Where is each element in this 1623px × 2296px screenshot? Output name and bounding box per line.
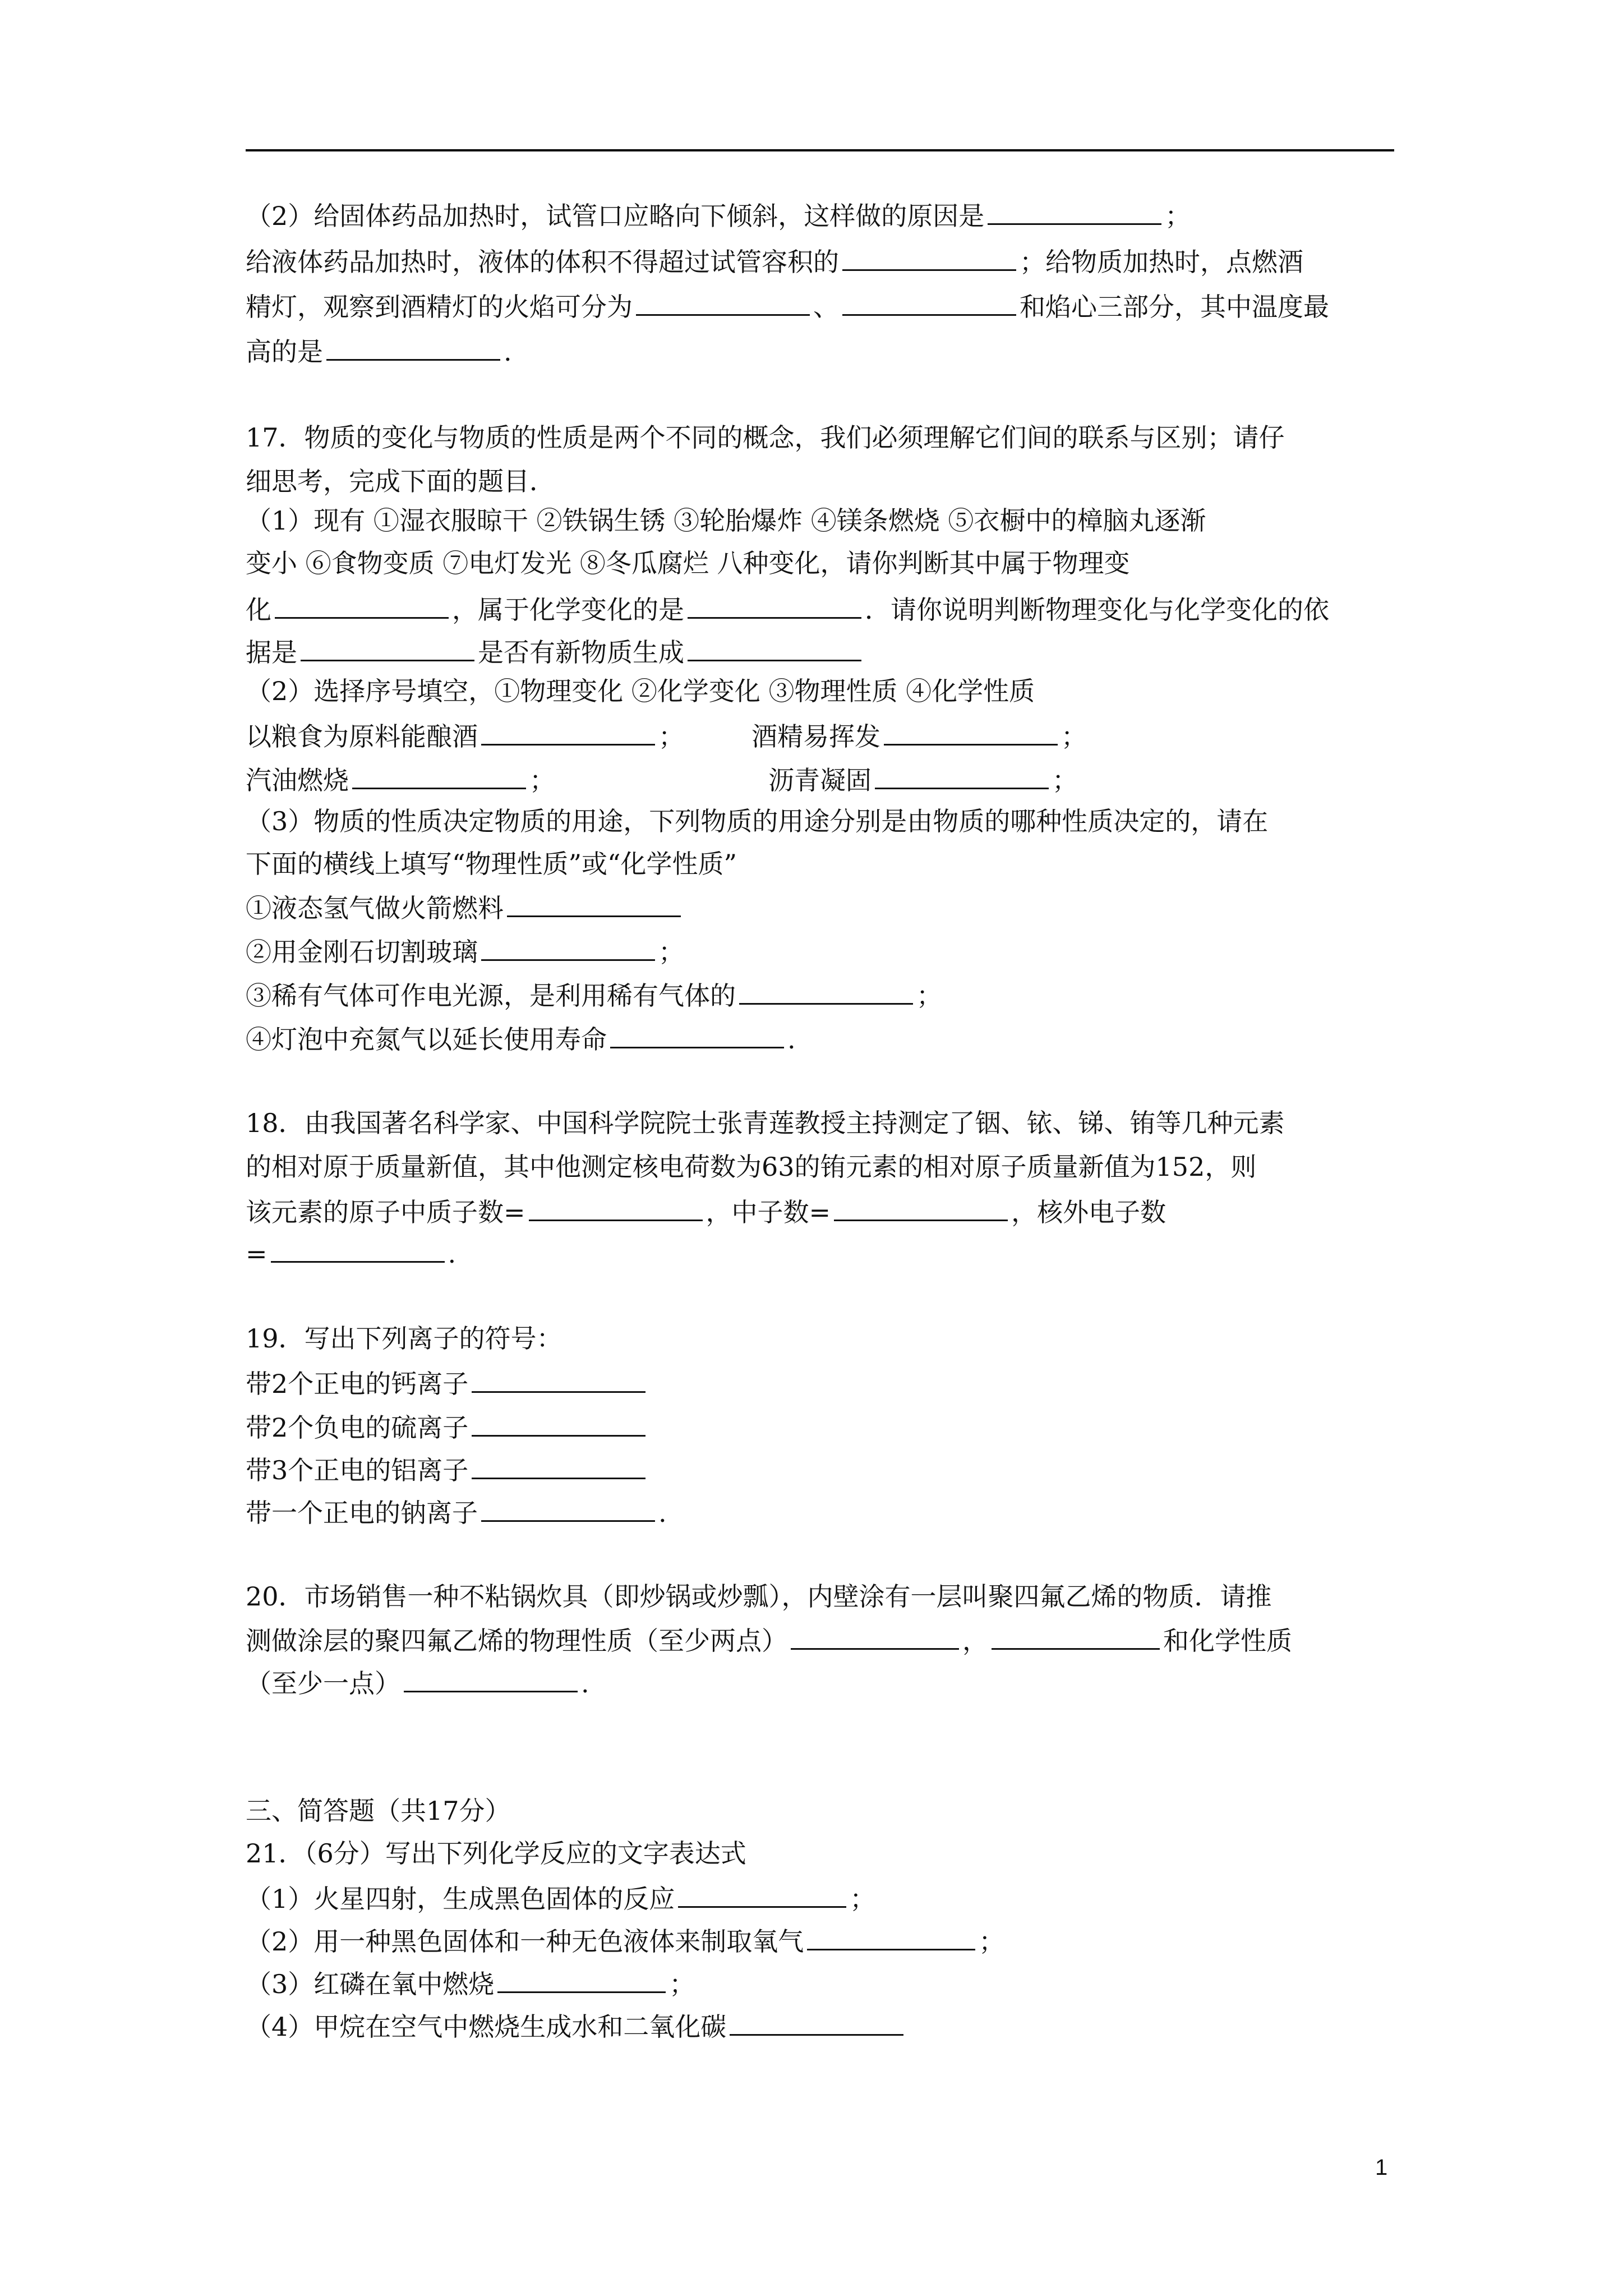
answer-blank[interactable] <box>271 1234 445 1263</box>
q19-line-3: 带2个负电的硫离子 <box>246 1408 649 1444</box>
q17-line-3: （1）现有 ①湿衣服晾干 ②铁锅生锈 ③轮胎爆炸 ④镁条燃烧 ⑤衣橱中的樟脑丸逐渐 <box>246 505 1206 536</box>
q17-line-2: 细思考，完成下面的题目． <box>246 466 555 496</box>
q17-line-11: 下面的横线上填写“物理性质”或“化学性质” <box>246 849 737 879</box>
q16-line-4: 高的是 . <box>246 332 512 368</box>
q18-line-1: 18．由我国著名科学家、中国科学院院士张青莲教授主持测定了铟、铱、锑、铕等几种元素 <box>246 1108 1285 1138</box>
answer-blank[interactable] <box>497 1964 666 1993</box>
q17-line-7: （2）选择序号填空，①物理变化 ②化学变化 ③物理性质 ④化学性质 <box>246 676 1035 706</box>
answer-blank[interactable] <box>481 932 655 961</box>
answer-blank[interactable] <box>507 889 681 917</box>
q17-line-8: 以粮食为原料能酿酒 ； 酒精易挥发 ； <box>246 717 1087 753</box>
q16-line-1: （2）给固体药品加热时，试管口应略向下倾斜，这样做的原因是 ； <box>246 196 1191 232</box>
answer-blank[interactable] <box>842 287 1016 316</box>
q17-line-1: 17．物质的变化与物质的性质是两个不同的概念，我们必须理解它们间的联系与区别；请仔 <box>246 422 1285 453</box>
answer-blank[interactable] <box>636 287 810 316</box>
q16-line-3: 精灯，观察到酒精灯的火焰可分为 、 和焰心三部分，其中温度最 <box>246 287 1329 323</box>
q21-title: 21．（6分）写出下列化学反应的文字表达式 <box>246 1838 746 1869</box>
q17-line-10: （3）物质的性质决定物质的用途，下列物质的用途分别是由物质的哪种性质决定的，请在 <box>246 806 1269 836</box>
q21-item-4: （4）甲烷在空气中燃烧生成水和二氧化碳 <box>246 2007 907 2043</box>
answer-blank[interactable] <box>992 1621 1160 1650</box>
q18-line-2: 的相对原于质量新值，其中他测定核电荷数为63的铕元素的相对原子质量新值为152，则 <box>246 1152 1257 1182</box>
q20-line-3: （至少一点） . <box>246 1664 589 1700</box>
header-rule <box>246 149 1394 151</box>
answer-blank[interactable] <box>326 332 500 361</box>
q20-line-1: 20．市场销售一种不粘锅炊具（即炒锅或炒瓢），内壁涂有一层叫聚四氟乙烯的物质．请推 <box>246 1581 1272 1612</box>
q17-line-6: 据是 是否有新物质生成 <box>246 633 865 669</box>
q17-line-4: 变小 ⑥食物变质 ⑦电灯发光 ⑧冬瓜腐烂 八种变化，请你判断其中属于物理变 <box>246 548 1130 578</box>
answer-blank[interactable] <box>529 1193 703 1221</box>
answer-blank[interactable] <box>610 1020 784 1048</box>
q21-item-2: （2）用一种黑色固体和一种无色液体来制取氧气 ； <box>246 1922 1004 1958</box>
answer-blank[interactable] <box>875 761 1049 789</box>
answer-blank[interactable] <box>352 761 526 789</box>
answer-blank[interactable] <box>842 242 1016 271</box>
answer-blank[interactable] <box>791 1621 959 1650</box>
q16-line-2: 给液体药品加热时，液体的体积不得超过试管容积的 ；给物质加热时，点燃酒 <box>246 242 1303 278</box>
q21-item-3: （3）红磷在氧中燃烧 ； <box>246 1964 695 2000</box>
q19-line-4: 带3个正电的铝离子 <box>246 1451 649 1487</box>
answer-blank[interactable] <box>472 1408 645 1437</box>
answer-blank[interactable] <box>301 633 474 661</box>
q19-line-5: 带一个正电的钠离子 . <box>246 1493 667 1529</box>
answer-blank[interactable] <box>807 1922 975 1950</box>
answer-blank[interactable] <box>678 1879 846 1908</box>
answer-blank[interactable] <box>472 1451 645 1479</box>
section-3-title: 三、简答题（共17分） <box>246 1796 511 1826</box>
q17-line-9: 汽油燃烧 ； 沥青凝固 ； <box>246 761 1078 797</box>
answer-blank[interactable] <box>730 2007 903 2036</box>
q19-line-1: 19．写出下列离子的符号： <box>246 1323 562 1354</box>
answer-blank[interactable] <box>834 1193 1008 1221</box>
answer-blank[interactable] <box>988 196 1161 225</box>
answer-blank[interactable] <box>884 717 1058 746</box>
q17-line-15: ④灯泡中充氮气以延长使用寿命 . <box>246 1020 796 1056</box>
page-number: 1 <box>1375 2155 1388 2180</box>
q20-line-2: 测做涂层的聚四氟乙烯的物理性质（至少两点） ， 和化学性质 <box>246 1621 1292 1657</box>
answer-blank[interactable] <box>739 976 913 1005</box>
q21-item-1: （1）火星四射，生成黑色固体的反应 ； <box>246 1879 875 1915</box>
q17-line-12: ①液态氢气做火箭燃料 <box>246 889 684 924</box>
answer-blank[interactable] <box>472 1364 645 1393</box>
answer-blank[interactable] <box>688 633 861 661</box>
answer-blank[interactable] <box>481 1493 655 1522</box>
q17-line-13: ②用金刚石切割玻璃 ； <box>246 932 684 968</box>
q19-line-2: 带2个正电的钙离子 <box>246 1364 649 1400</box>
q17-line-5: 化 ，属于化学变化的是 ．请你说明判断物理变化与化学变化的依 <box>246 590 1329 626</box>
answer-blank[interactable] <box>275 590 449 619</box>
answer-blank[interactable] <box>481 717 655 746</box>
q18-line-3: 该元素的原子中质子数= ，中子数= ，核外电子数 <box>246 1193 1166 1228</box>
answer-blank[interactable] <box>688 590 861 619</box>
q17-line-14: ③稀有气体可作电光源，是利用稀有气体的 ； <box>246 976 942 1012</box>
answer-blank[interactable] <box>404 1664 578 1692</box>
q18-line-4: = . <box>246 1234 456 1270</box>
